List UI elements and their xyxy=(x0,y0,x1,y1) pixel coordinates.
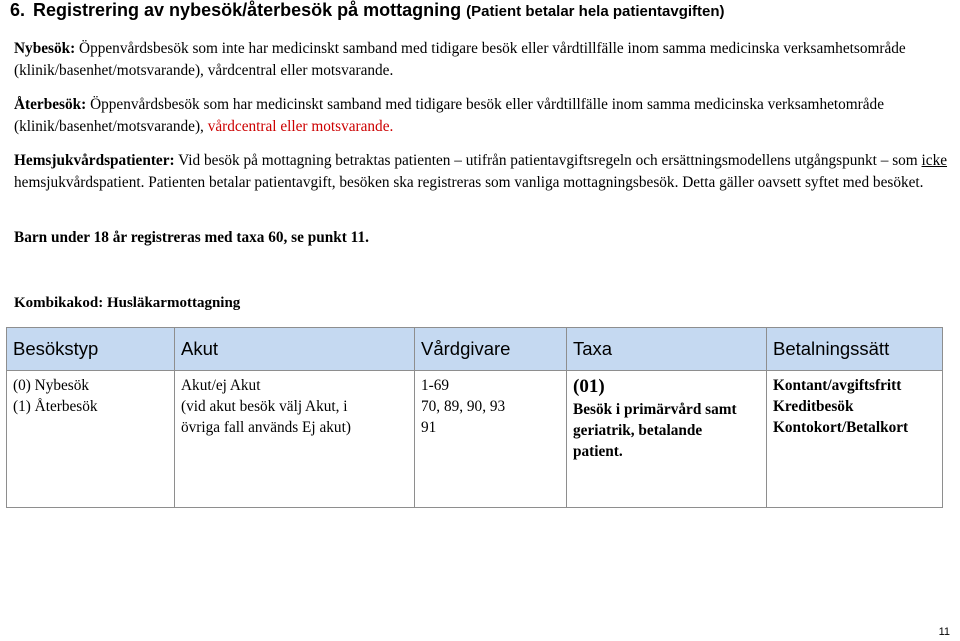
cell-akut xyxy=(175,371,415,508)
hemsjuk-text-2: hemsjukvårdspatient. Patienten betalar patientavgift, besöken ska registreras som vanliga mottagningsbesök. Detta gäller oavsett syftet med besöket. xyxy=(14,174,924,191)
cell-besokstyp xyxy=(7,371,175,508)
nybesok-label: Nybesök: xyxy=(14,40,76,57)
hemsjuk-paragraph xyxy=(14,150,954,194)
akut-line: (vid akut besök välj Akut, i xyxy=(181,398,348,415)
section-title: Registrering av nybesök/återbesök på mottagning xyxy=(33,0,462,20)
page-number: 11 xyxy=(938,626,950,638)
table-row xyxy=(7,371,943,508)
cell-vardgivare xyxy=(415,371,567,508)
section-subtitle: (Patient betalar hela patientavgiften) xyxy=(466,3,725,20)
combo-code: Kombikakod: Husläkarmottagning xyxy=(14,295,241,311)
aterbesok-text-red: vårdcentral eller motsvarande. xyxy=(207,118,394,135)
besokstyp-option: (1) Återbesök xyxy=(13,398,98,415)
betalning-option: Kontokort/Betalkort xyxy=(773,419,909,436)
table-header-row xyxy=(7,328,943,371)
header-akut: Akut xyxy=(175,328,415,371)
akut-line: övriga fall används Ej akut) xyxy=(181,419,351,436)
header-besokstyp: Besökstyp xyxy=(7,328,175,371)
betalning-option: Kontant/avgiftsfritt xyxy=(773,377,902,394)
hemsjuk-underlined: icke xyxy=(921,152,948,169)
nybesok-text: Öppenvårdsbesök som inte har medicinskt samband med tidigare besök eller vårdtillfälle inom samma medicinska verksamhetsområde (klinik/basenhet/motsvarande), vårdcentral eller motsvarande. xyxy=(14,40,906,79)
taxa-code: (01) xyxy=(573,376,605,397)
header-betalningssatt: Betalningssätt xyxy=(767,328,943,371)
taxa-desc-line: geriatrik, betalande xyxy=(573,422,703,439)
children-note: Barn under 18 år registreras med taxa 60, se punkt 11. xyxy=(14,229,369,246)
cell-betalningssatt xyxy=(767,371,943,508)
taxa-desc-line: Besök i primärvård samt xyxy=(573,401,737,418)
aterbesok-paragraph xyxy=(14,94,954,138)
header-vardgivare: Vårdgivare xyxy=(415,328,567,371)
besokstyp-option: (0) Nybesök xyxy=(13,377,90,394)
aterbesok-text: Öppenvårdsbesök som har medicinskt samband med tidigare besök eller vårdtillfälle inom samma medicinska verksamhetområde (klinik/basenhet/motsvarande), xyxy=(14,96,884,135)
akut-line: Akut/ej Akut xyxy=(181,377,261,394)
cell-taxa xyxy=(567,371,767,508)
taxa-desc-line: patient. xyxy=(573,443,623,460)
vardgivare-line: 70, 89, 90, 93 xyxy=(421,398,506,415)
aterbesok-label: Återbesök: xyxy=(14,96,87,113)
registration-table xyxy=(6,327,943,508)
section-heading xyxy=(10,0,725,21)
nybesok-paragraph xyxy=(14,38,954,82)
hemsjuk-label: Hemsjukvårdspatienter: xyxy=(14,152,175,169)
betalning-option: Kreditbesök xyxy=(773,398,854,415)
vardgivare-line: 1-69 xyxy=(421,377,450,394)
hemsjuk-text-1: Vid besök på mottagning betraktas patienten – utifrån patientavgiftsregeln och ersättningsmodellens utgångspunkt – som xyxy=(178,152,918,169)
header-taxa: Taxa xyxy=(567,328,767,371)
vardgivare-line: 91 xyxy=(421,419,437,436)
section-number: 6. xyxy=(10,0,26,20)
